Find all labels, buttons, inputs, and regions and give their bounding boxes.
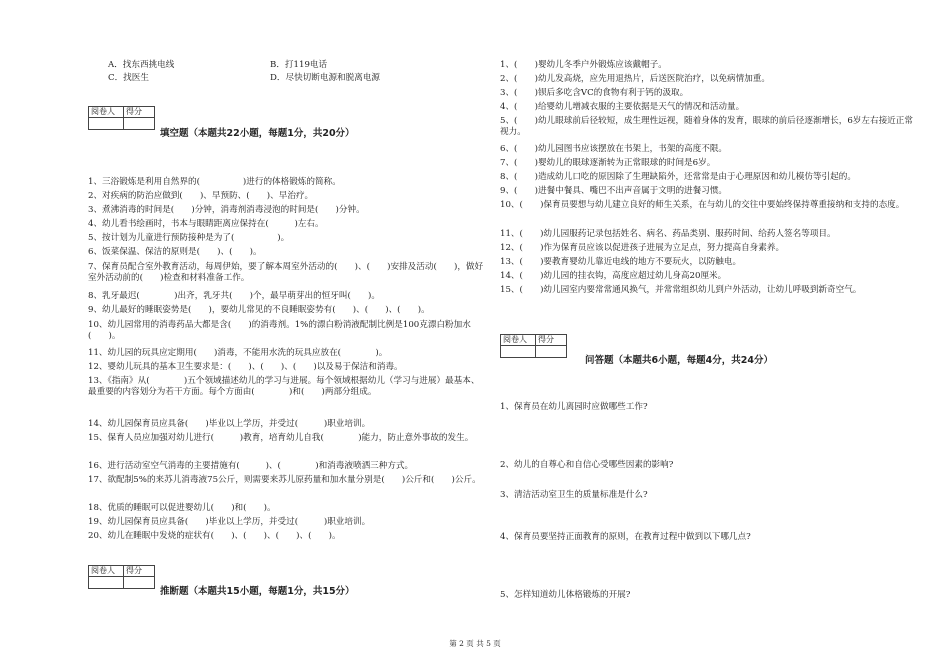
fill-item: 19、幼儿园保育员应具备( )毕业以上学历，并受过( )职业培训。 bbox=[88, 517, 371, 527]
score-label-grader: 阅卷人 bbox=[89, 566, 124, 577]
fill-item: 8、乳牙最迟( )出齐，乳牙共( )个，最早萌芽出的恒牙叫( )。 bbox=[88, 291, 380, 301]
fill-item: 13、《指南》从( )五个领域描述幼儿的学习与进展。每个领域根据幼儿（学习与进展）最基本、最重要的内容划分为若干方面。每个方面由( )和( )两部分组成。 bbox=[88, 376, 480, 397]
score-label-grader: 阅卷人 bbox=[501, 335, 536, 346]
fill-item: 18、优质的睡眠可以促进婴幼儿( )和( )。 bbox=[88, 503, 276, 513]
fill-item: 5、按计划为儿童进行预防接种是为了( )。 bbox=[88, 233, 290, 243]
option-d: D．尽快切断电源和脱离电源 bbox=[270, 73, 381, 83]
judge-item: 15、( )幼儿园室内要常常通风换气，并常常组织幼儿到户外活动，让幼儿呼吸到新奇空气。 bbox=[500, 285, 862, 295]
option-a: A．找东西挑电线 bbox=[108, 60, 175, 70]
section-title-qa: 问答题（本题共6小题，每题4分，共24分） bbox=[585, 355, 773, 366]
qa-item: 4、保育员要坚持正面教育的原则，在教育过程中做到以下哪几点? bbox=[500, 532, 751, 542]
judge-item: 2、( )幼儿发高烧，应先用退热片，后送医院治疗，以免病情加重。 bbox=[500, 74, 770, 84]
section-title-judge: 推断题（本题共15小题，每题1分，共15分） bbox=[160, 586, 355, 597]
judge-item: 8、( )造成幼儿口吃的原因除了生理缺陷外，还常常是由于心理原因和幼儿模仿等引起的。 bbox=[500, 172, 856, 182]
fill-item: 11、幼儿园的玩具应定期用( )消毒，不能用水洗的玩具应放在( )。 bbox=[88, 348, 388, 358]
fill-item: 2、对疾病的防治应做到( )、早预防、( )、早治疗。 bbox=[88, 191, 314, 201]
judge-item: 5、( )幼儿眼球前后径较短，成生理性远视，随着身体的发育，眼球的前后径逐渐增长，6岁左右接近正常视力。 bbox=[500, 116, 913, 137]
fill-item: 10、幼儿园常用的消毒药品大都是含( )的消毒剂。1%的漂白粉消液配制比例是100克漂白粉加水( )。 bbox=[88, 320, 471, 341]
fill-item: 9、幼儿最好的睡眠姿势是( )，要幼儿常见的不良睡眠姿势有( )、( )、( )。 bbox=[88, 305, 430, 315]
qa-item: 1、保育员在幼儿离园时应做哪些工作? bbox=[500, 402, 648, 412]
fill-item: 20、幼儿在睡眠中发烧的症状有( )、( )、( )、( )。 bbox=[88, 531, 341, 541]
score-box-qa bbox=[500, 334, 567, 358]
fill-item: 17、欲配制5%的来苏儿消毒液75公斤，则需要来苏儿原药量和加水量分别是( )公斤和( )公斤。 bbox=[88, 475, 481, 485]
fill-item: 7、保育员配合室外教育活动，每周伊始，要了解本周室外活动的( )、( )安排及活动( )，做好室外活动前的( )检查和材料准备工作。 bbox=[88, 262, 484, 283]
qa-item: 5、怎样知道幼儿体格锻炼的开展? bbox=[500, 590, 631, 600]
judge-item: 7、( )婴幼儿的眼球逐渐转为正常眼球的时间是6岁。 bbox=[500, 158, 716, 168]
fill-item: 6、饭菜保温、保洁的原则是( )、( )。 bbox=[88, 247, 262, 257]
judge-item: 6、( )幼儿园图书应该摆放在书架上，书架的高度不限。 bbox=[500, 144, 728, 154]
score-label-points: 得分 bbox=[124, 566, 155, 577]
judge-item: 13、( )要教育婴幼儿靠近电线的地方不要玩火，以防触电。 bbox=[500, 257, 742, 267]
score-label-points: 得分 bbox=[536, 335, 567, 346]
page-footer: 第 2 页 共 5 页 bbox=[449, 639, 501, 648]
fill-item: 4、幼儿看书绘画时，书本与眼睛距离应保持在( )左右。 bbox=[88, 219, 324, 229]
score-label-points: 得分 bbox=[124, 107, 155, 118]
fill-item: 15、保育人员应加强对幼儿进行( )教育，培育幼儿自我( )能力，防止意外事故的发生。 bbox=[88, 433, 474, 443]
qa-item: 3、清洁活动室卫生的质量标准是什么? bbox=[500, 490, 648, 500]
score-box-judge bbox=[88, 565, 155, 589]
score-label-grader: 阅卷人 bbox=[89, 107, 124, 118]
option-c: C．找医生 bbox=[108, 73, 149, 83]
fill-item: 12、婴幼儿玩具的基本卫生要求是：( )、( )、( )以及易于保洁和消毒。 bbox=[88, 362, 403, 372]
section-title-fill: 填空题（本题共22小题，每题1分，共20分） bbox=[160, 128, 355, 139]
judge-item: 4、( )给婴幼儿增减衣服的主要依据是天气的情况和活动量。 bbox=[500, 102, 745, 112]
judge-item: 12、( )作为保育员应该以促进孩子进展为立足点，努力提高自身素养。 bbox=[500, 243, 785, 253]
fill-item: 1、三浴锻炼是利用自然界的( )进行的体格锻炼的简称。 bbox=[88, 177, 341, 187]
qa-item: 2、幼儿的自尊心和自信心受哪些因素的影响? bbox=[500, 460, 674, 470]
judge-item: 3、( )钡后多吃含VC的食物有利于钙的汲取。 bbox=[500, 88, 689, 98]
judge-item: 11、( )幼儿园服药记录包括姓名、病名、药品类别、服药时间、给药人签名等项目。 bbox=[500, 229, 836, 239]
judge-item: 14、( )幼儿园的挂衣钩，高度应超过幼儿身高20厘米。 bbox=[500, 271, 727, 281]
fill-item: 14、幼儿园保育员应具备( )毕业以上学历，并受过( )职业培训。 bbox=[88, 419, 371, 429]
judge-item: 1、( )婴幼儿冬季户外锻炼应该戴帽子。 bbox=[500, 60, 667, 70]
fill-item: 3、煮沸消毒的时间是( )分钟，消毒剂消毒浸泡的时间是( )分钟。 bbox=[88, 205, 365, 215]
option-b: B．打119电话 bbox=[270, 60, 328, 70]
fill-item: 16、进行活动室空气消毒的主要措施有( )、( )和消毒液喷洒三种方式。 bbox=[88, 461, 414, 471]
judge-item: 9、( )进餐中餐具、嘴巴不出声音属于文明的进餐习惯。 bbox=[500, 186, 728, 196]
judge-item: 10、( )保育员要想与幼儿建立良好的师生关系，在与幼儿的交往中要始终保持尊重接纳和支持的态度。 bbox=[500, 200, 905, 210]
score-box-fill bbox=[88, 106, 155, 130]
